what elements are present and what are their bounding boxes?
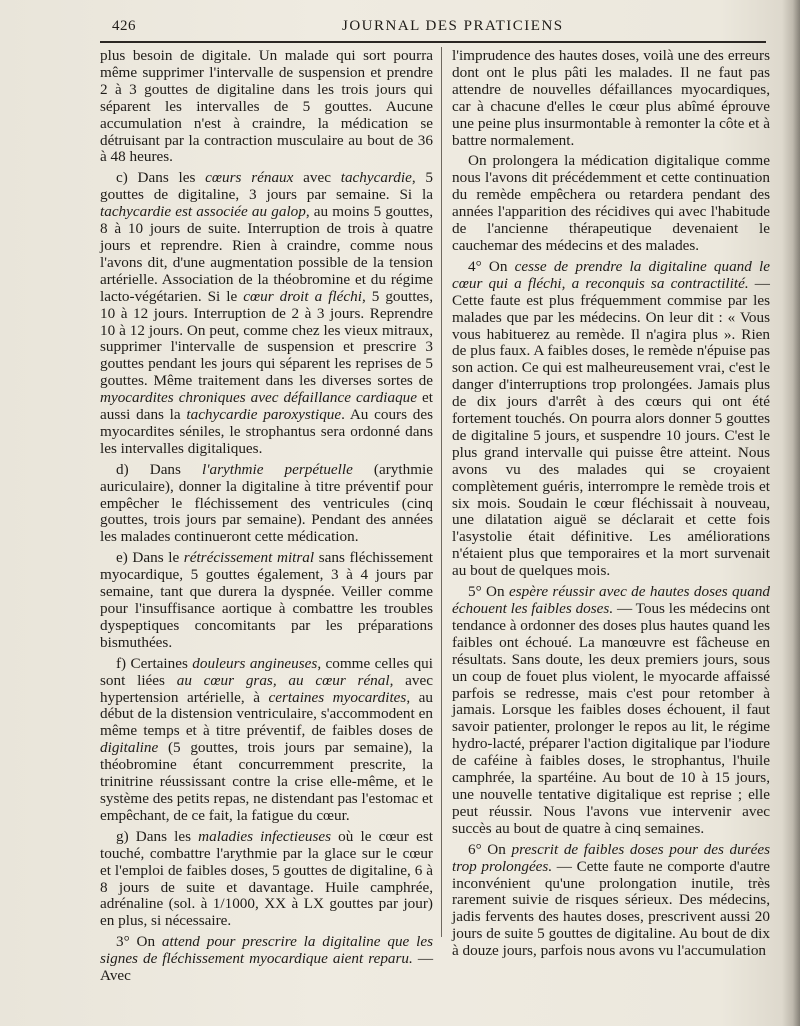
paragraph: 6° On prescrit de faibles doses pour des durées trop prolongées. — Cette faute ne comporte d'autre inconvénient qu'une prolongation inutile, très rarement suivie de risques sérieux. Des médecins, jadis fervents des hautes doses, prescrivent aussi 20 jours de suite 5 gouttes de digitaline. Au bout de dix à douze jours, parfois nous avons vu l'accumulation	[452, 840, 771, 960]
paragraph: 3° On attend pour prescrire la digitaline que les signes de fléchissement myocardique aient reparu. — Avec	[100, 933, 434, 985]
paragraph: d) Dans l'arythmie perpétuelle (arythmie auriculaire), donner la digitaline à titre préventif pour empêcher le fléchissement des ventricules (cinq gouttes, trois jours par semaine). Pendant des années les malades continueront cette médication.	[100, 460, 433, 546]
left-column	[100, 48, 433, 989]
paragraph: l'imprudence des hautes doses, voilà une des erreurs dont ont le plus pâti les malades. Il ne faut pas attendre de nouvelles défaillances myocardiques, car à chacune d'elles le cœur plus abîmé éprouve une peine plus insurmontable à remonter la côte et à battre normalement.	[452, 47, 770, 149]
right-column	[452, 48, 770, 964]
page-edge-shadow	[782, 0, 800, 1026]
paragraph: g) Dans les maladies infectieuses où le cœur est touché, combattre l'arythmie par la glace sur le cœur et l'emploi de faibles doses, 5 gouttes de digitaline, 6 à 8 jours de suite et davantage. Huile camphrée, adrénaline (sol. à 1/1000, XX à LX gouttes par jour) en plus, si nécessaire.	[100, 827, 433, 930]
paragraph: f) Certaines douleurs angineuses, comme celles qui sont liées au cœur gras, au cœur rénal, avec hypertension artérielle, à certaines myocardites, au début de la distension ventriculaire, s'accommodent en même temps et à titre préventif, de faibles doses de digitaline (5 gouttes, trois jours par semaine), la théobromine étant concurremment prescrite, la trinitrine réussissant contre la crise elle-même, et le système des petits repas, ne distendant pas l'estomac et empêchant, de ce fait, la fatigue du cœur.	[100, 654, 434, 824]
header-rule	[100, 41, 766, 43]
running-title: JOURNAL DES PRATICIENS	[342, 18, 564, 34]
paragraph: plus besoin de digitale. Un malade qui sort pourra même supprimer l'intervalle de suspension et prendre 2 à 3 gouttes de digitaline dans les trois jours qui séparent les intervalles de 5 gouttes. Aucune accumulation n'est à craindre, la médication se détruisant par la contraction musculaire au bout de 36 à 48 heures.	[100, 47, 433, 166]
paragraph: On prolongera la médication digitalique comme nous l'avons dit précédemment et cette continuation du remède empêchera ou retardera pendant des années l'apparition des récidives qui avec l'habitude de l'ancienne thérapeutique devenaient le cauchemar des médecins et des malades.	[452, 152, 770, 254]
paragraph: 5° On espère réussir avec de hautes doses quand échouent les faibles doses. — Tous les médecins ont tendance à ordonner des doses plus hautes quand les faibles ont échoué. La manœuvre est fâcheuse en résultats. Sans doute, les deux premiers jours, sous un coup de fouet plus violent, le myocarde affaissé parfois se redresse, mais c'est pour retomber à jamais. Lorsque les faibles doses échouent, il faut savoir patienter, prolonger le repos au lit, le régime hydro-lacté, préparer l'action digitalique par l'iodure de caféine à faibles doses, le strophantus, l'huile camphrée, la spartéine. Au bout de 10 à 15 jours, une nouvelle tentative digitalique est reprise ; elle peut réussir. Nous l'avons vue intervenir avec succès au bout de quatre à cinq semaines.	[452, 583, 771, 837]
paragraph: e) Dans le rétrécissement mitral sans fléchissement myocardique, 5 gouttes également, 3 à 4 jours par semaine, tant que durera la dyspnée. Veiller comme pour l'insuffisance aortique à combattre les troubles dyspeptiques concomitants par les préparations bismuthées.	[100, 549, 433, 651]
paragraph: 4° On cesse de prendre la digitaline quand le cœur qui a fléchi, a reconquis sa contractilité. — Cette faute est plus fréquemment commise par les malades que par les médecins. On leur dit : « Vous vous habituerez au remède. Il n'agira plus ». Rien de plus faux. A faibles doses, le remède n'épuise pas son action. Ce qui est malheureusement vrai, c'est le danger d'interruptions trop prolongées. Jamais plus de dix jours d'arrêt à des cœurs qui ont été fortement touchés. On pourra alors donner 5 gouttes de digitaline 5 jours, et suspendre 10 jours. C'est le plus grand intervalle qui puisse être atteint. Nous avons vu des malades qui se croyaient complètement guéris, interrompre le remède trois et six mois. Soudain le cœur fléchissait à nouveau, une dilatation aiguë se déclarait et cette fois l'asystolie était définitive. Les améliorations n'étaient plus que temporaires et la mort survenait au bout de quelques mois.	[452, 257, 771, 580]
page-number: 426	[112, 18, 136, 34]
page-header	[112, 16, 764, 38]
column-divider	[441, 47, 442, 937]
paragraph: c) Dans les cœurs rénaux avec tachycardie, 5 gouttes de digitaline, 3 jours par semaine. Si la tachycardie est associée au galop, au moins 5 gouttes, 8 à 10 jours de suite. Interruption de trois à quatre jours et reprendre. Rien à craindre, comme nous l'avons dit, d'une augmentation possible de la tension artérielle. Association de la théobromine et du régime lacto-végétarien. Si le cœur droit a fléchi, 5 gouttes, 10 à 12 jours. Interruption de 2 à 3 jours. Reprendre 10 à 12 jours. On peut, comme chez les vieux mitraux, supprimer l'intervalle de suspension et prescrire 3 gouttes pendant les jours qui séparent les reprises de 5 gouttes. Même traitement dans les diverses sortes de myocardites chroniques avec défaillance cardiaque et aussi dans la tachycardie paroxystique. Au cours des myocardites séniles, le strophantus sera ordonné dans les intervalles digitaliques.	[100, 169, 434, 457]
